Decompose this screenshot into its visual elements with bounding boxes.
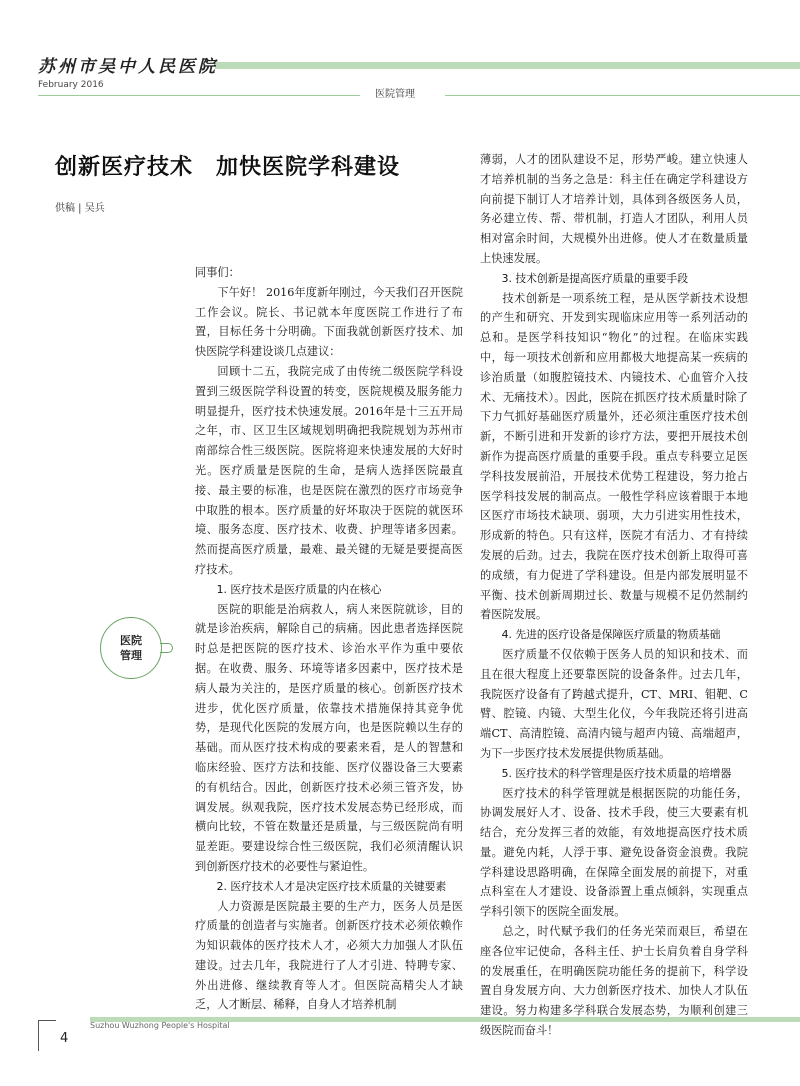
article-title: 创新医疗技术 加快医院学科建设 <box>55 155 401 180</box>
section-heading: 5. 医疗技术的科学管理是医疗技术质量的培增器 <box>501 766 732 780</box>
issue-date: February 2016 <box>38 80 104 90</box>
body-paragraph: 同事们： <box>195 266 240 279</box>
section-heading: 3. 技术创新是提高医疗质量的重要手段 <box>501 271 689 285</box>
article-column-right <box>480 150 748 1041</box>
badge-line-2: 管理 <box>120 649 142 662</box>
section-heading: 2. 医疗技术人才是决定医疗技术质量的关键要素 <box>216 879 447 893</box>
article-byline: 供稿 | 吴兵 <box>55 203 105 214</box>
section-badge-text <box>116 633 146 663</box>
body-paragraph: 回顾十二五，我院完成了由传统二级医院学科设置到三级医院学科设置的转变，医院规模及服务能力明显提升，医疗技术快速发展。2016年是十三五开局之年，市、区卫生区域规划明确把我院规划为苏州市南部综合性三级医院。医院将迎来快速发展的大好时光。医疗质量是医院的生命，是病人选择医院最直接、最主要的标准，也是医院在激烈的医疗市场竞争中取胜的根本。医疗质量的好坏取决于医院的就医环境、服务态度、医疗技术、收费、护理等诸多因素。然而提高医疗质量，最难、最关键的无疑是要提高医疗技术。 <box>195 364 463 576</box>
body-paragraph: 医疗质量不仅依赖于医务人员的知识和技术、而且在很大程度上还要靠医院的设备条件。过去几年，我院医疗设备有了跨越式提升，CT、MRI、钼靶、C臂、腔镜、内镜、大型生化仪，今年我院还将引进高端CT、高清腔镜、高清内镜与超声内镜、高端超声，为下一步医疗技术发展提供物质基础。 <box>480 647 748 760</box>
badge-line-1: 医院 <box>120 634 142 647</box>
badge-tail <box>160 643 173 653</box>
footer-hospital-english-name: Suzhou Wuzhong People's Hospital <box>90 1021 230 1030</box>
header-divider-right <box>445 95 800 96</box>
header-divider-left <box>38 95 360 96</box>
body-paragraph: 技术创新是一项系统工程，是从医学新技术设想的产生和研究、开发到实现临床应用等一系列活动的总和。是医学科技知识“物化”的过程。在临床实践中，每一项技术创新和应用都极大地提高某一疾病的诊治质量（如腹腔镜技术、内镜技术、心血管介入技术、无痛技术）。因此，医院在抓医疗技术质量时除了下力气抓好基础医疗质量外，还必须注重医疗技术创新，不断引进和开发新的诊疗方法，要把开展技术创新作为提高医疗质量的重要手段。重点专科要立足医学科技发展前沿，开展技术优势工程建设，努力抢占医学科技发展的制高点。一般性学科应该着眼于本地区医疗市场技术缺项、弱项，大力引进实用性技术，形成新的特色。只有这样，医院才有活力、才有持续发展的后劲。过去，我院在医疗技术创新上取得可喜的成绩，有力促进了学科建设。但是内部发展明显不平衡、技术创新周期过长、数量与规模不足仍然制约着医院发展。 <box>480 291 748 622</box>
page-number: 4 <box>60 1031 69 1046</box>
body-paragraph: 人力资源是医院最主要的生产力，医务人员是医疗质量的创造者与实施者。创新医疗技术必须依赖作为知识载体的医疗技术人才，必须大力加强人才队伍建设。过去几年，我院进行了人才引进、特聘专家、外出进修、继续教育等人才。但医院高精尖人才缺乏，人才断层、稀释，自身人才培养机制 <box>195 899 463 1012</box>
body-paragraph: 医疗技术的科学管理就是根据医院的功能任务，协调发展好人才、设备、技术手段，使三大要素有机结合，充分发挥三者的效能，有效地提高医疗技术质量。避免内耗，人浮于事、避免设备资金浪费。我院学科建设思路明确，在保障全面发展的前提下，对重点科室在人才建设、设备添置上重点倾斜，实现重点学科引领下的医院全面发展。 <box>480 786 748 919</box>
body-paragraph: 下午好！ 2016年度新年刚过，今天我们召开医院工作会议。院长、书记就本年度医院工作进行了布置，目标任务十分明确。下面我就创新医疗技术、加快医院学科建设谈几点建议： <box>195 285 463 359</box>
header-green-band <box>215 62 800 69</box>
section-badge <box>100 617 162 679</box>
section-label: 医院管理 <box>375 89 415 100</box>
body-paragraph: 医院的职能是治病救人，病人来医院就诊，目的就是诊治疾病，解除自己的病痛。因此患者选择医院时总是把医院的医疗技术、诊治水平作为重中要依据。在收费、服务、环境等诸多因素中，医疗技术是病人最为关注的，是医疗质量的核心。创新医疗技术进步，优化医疗质量，依靠技术措施保持其竞争优势，是现代化医院的发展方向，也是医院赖以生存的基础。而从医疗技术构成的要素来看，是人的智慧和临床经验、医疗方法和技能、医疗仪器设备三大要素的有机结合。因此，创新医疗技术必须三管齐发，协调发展。纵观我院，医疗技术发展态势已经形成，而横向比较，不管在数量还是质量，与三级医院尚有明显差距。要建设综合性三级医院，我们必须清醒认识到创新医疗技术的必要性与紧迫性。 <box>195 602 463 873</box>
article-column-left <box>195 263 463 1015</box>
body-paragraph: 总之，时代赋予我们的任务光荣而艰巨，希望在座各位牢记使命，各科主任、护士长肩负着自身学科的发展重任，在明确医院功能任务的提前下，科学设置自身发展方向、大力创新医疗技术、加快人才队伍建设。努力构建多学科联合发展态势，为顺利创建三级医院而奋斗！ <box>480 925 748 1038</box>
hospital-name-logo: 苏州市吴中人民医院 <box>38 57 218 77</box>
section-heading: 1. 医疗技术是医疗质量的内在核心 <box>216 582 382 596</box>
body-paragraph: 薄弱，人才的团队建设不足，形势严峻。建立快速人才培养机制的当务之急是：科主任在确定学科建设方向前提下制订人才培养计划，具体到各级医务人员，务必建立传、帮、带机制，打造人才团队，利用人员相对富余时间，大规模外出进修。使人才在数量质量上快速发展。 <box>480 153 748 265</box>
page-number-frame <box>38 1020 56 1051</box>
section-heading: 4. 先进的医疗设备是保障医疗质量的物质基础 <box>501 628 721 642</box>
